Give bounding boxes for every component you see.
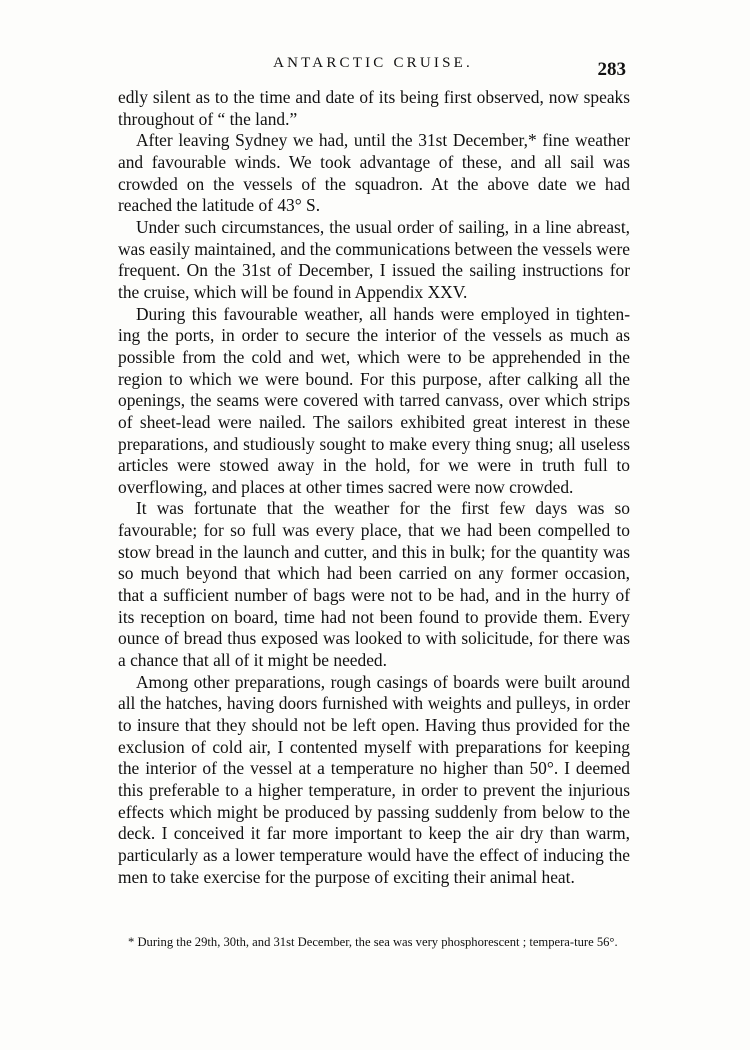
- paragraph: Among other preparations, rough casings of boards were built around all the hatches, having doors furnished with weights and pulleys, in order to insure that they should not be left open. Having thus provided for the exclusion of cold air, I contented myself with preparations for keeping the interior of the vessel at a temperature no higher than 50°. I deemed this preferable to a higher temperature, in order to prevent the injurious effects which might be produced by passing suddenly from below to the deck. I conceived it far more important to keep the air dry than warm, particularly as a lower temperature would have the effect of inducing the men to take exercise for the purpose of exciting their animal heat.: [118, 671, 630, 887]
- running-head: [118, 55, 628, 79]
- paragraph-continued: edly silent as to the time and date of its being first observed, now speaks throughout of “ the land.”: [118, 87, 630, 129]
- running-title: ANTARCTIC CRUISE.: [273, 55, 473, 71]
- paragraph: It was fortunate that the weather for the first few days was so favourable; for so full was every place, that we had been compelled to stow bread in the launch and cutter, and this in bulk; for the quantity was so much beyond that which had been carried on any former occasion, that a sufficient number of bags were not to be had, and in the hurry of its reception on board, time had not been found to provide them. Every ounce of bread thus exposed was looked to with solicitude, for there was a chance that all of it might be needed.: [118, 498, 630, 671]
- page-number: 283: [597, 59, 626, 80]
- paragraph: After leaving Sydney we had, until the 31st December,* fine weather and favourable winds. We took advantage of these, and all sail was crowded on the vessels of the squadron. At the above date we had reached the latitude of 43° S.: [118, 130, 630, 216]
- footnote: * During the 29th, 30th, and 31st December, the sea was very phosphorescent ; tempera-ture 56°.: [128, 935, 618, 949]
- body-text: [118, 87, 630, 888]
- paragraph: During this favourable weather, all hands were employed in tighten-ing the ports, in order to secure the interior of the vessels as much as possible from the cold and wet, which were to be apprehended in the region to which we were bound. For this purpose, after calking all the openings, the seams were covered with tarred canvass, over which strips of sheet-lead were nailed. The sailors exhibited great interest in these preparations, and studiously sought to make every thing snug; all useless articles were stowed away in the hold, for we were in truth full to overflowing, and places at other times sacred were now crowded.: [118, 303, 630, 497]
- paragraph: Under such circumstances, the usual order of sailing, in a line abreast, was easily maintained, and the communications between the vessels were frequent. On the 31st of December, I issued the sailing instructions for the cruise, which will be found in Appendix XXV.: [118, 216, 630, 302]
